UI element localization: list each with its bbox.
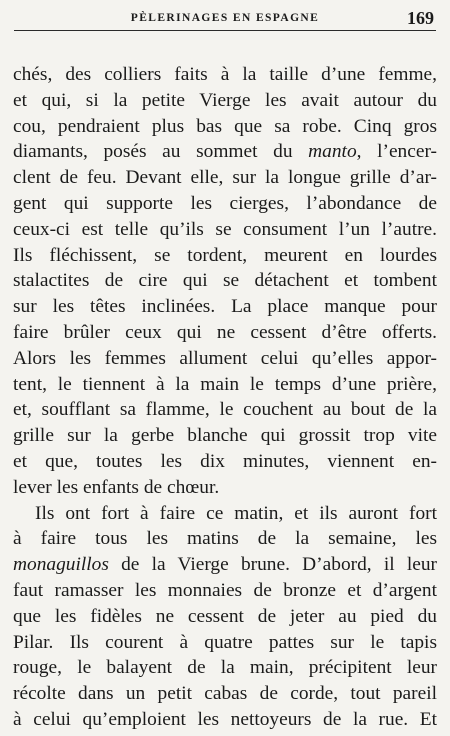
text-line-11: faire brûler ceux qui ne cessent d’être offerts. <box>13 321 437 343</box>
running-title: PÈLERINAGES EN ESPAGNE <box>130 12 320 24</box>
text-line-16: et que, toutes les dix minutes, viennent en- <box>13 450 437 472</box>
italic-word-manto: manto <box>308 141 357 163</box>
text-line-23: Pilar. Ils courent à quatre pattes sur le tapis <box>13 631 437 653</box>
text-line-14: et, soufflant sa flamme, le couchent au bout de la <box>13 399 437 421</box>
text-line-19: à faire tous les matins de la semaine, les <box>13 528 437 550</box>
text-line-4 <box>13 139 437 165</box>
text-line-22: que les fidèles ne cessent de jeter au pied du <box>13 605 437 627</box>
text-line-13: tent, le tiennent à la main le temps d’une prière, <box>13 373 437 395</box>
italic-word-monaguillos: monaguillos <box>13 554 109 576</box>
text-line-24: rouge, le balayent de la main, précipitent leur <box>13 657 437 679</box>
text-line-25: récolte dans un petit cabas de corde, tout pareil <box>13 683 437 705</box>
text-line-15: grille sur la gerbe blanche qui grossit trop vite <box>13 425 437 447</box>
text-line-20-after: de la Vierge brune. D’abord, il leur <box>108 554 437 576</box>
text-line-3: cou, pendraient plus bas que sa robe. Cinq gros <box>13 115 437 137</box>
text-line-9: stalactites de cire qui se détachent et tombent <box>13 270 437 292</box>
text-line-4-before: diamants, posés au sommet du <box>13 141 309 163</box>
text-line-18: Ils ont fort à faire ce matin, et ils auront fort <box>35 502 437 524</box>
text-line-10: sur les têtes inclinées. La place manque pour <box>13 296 437 318</box>
text-line-21: faut ramasser les monnaies de bronze et d’argent <box>13 579 437 601</box>
text-line-1: chés, des colliers faits à la taille d’une femme, <box>13 64 437 85</box>
body-text <box>13 62 437 733</box>
text-line-5: clent de feu. Devant elle, sur la longue grille d’ar- <box>13 167 437 189</box>
text-line-17: lever les enfants de chœur. <box>13 476 220 498</box>
running-header <box>14 8 436 31</box>
text-line-2: et qui, si la petite Vierge les avait autour du <box>13 89 437 111</box>
page-number: 169 <box>407 8 434 28</box>
text-line-4-after: , l’encer- <box>356 141 437 163</box>
text-line-7: ceux-ci est telle qu’ils se consument l’un l’autre. <box>13 218 437 240</box>
text-line-20 <box>13 552 437 578</box>
text-line-8: Ils fléchissent, se tordent, meurent en lourdes <box>13 244 437 266</box>
text-line-6: gent qui supporte les cierges, l’abondance de <box>13 192 437 214</box>
text-line-26: à celui qu’emploient les nettoyeurs de la rue. Et <box>13 708 437 730</box>
text-line-12: Alors les femmes allument celui qu’elles appor- <box>13 347 437 369</box>
